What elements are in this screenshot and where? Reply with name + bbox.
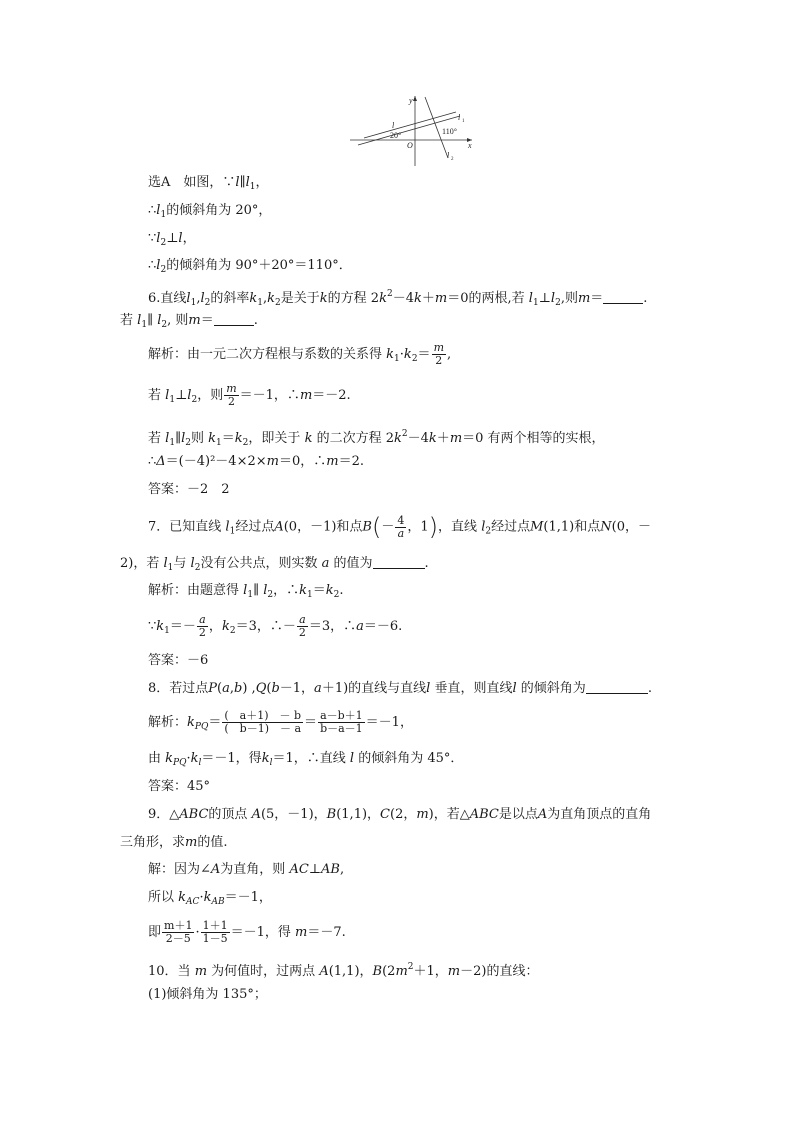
q8-line1: 8．若过点P(a,b) ,Q(b－1，a＋1)的直线与直线l 垂直，则直线l 的倾斜角为 . <box>148 681 652 696</box>
q6-solution3: 若 $l_1\parallel l_2$则 $k_1=k_2$，即关于 k 的二次方程 $2k^2-4k+m=0$ 有两个相等的实根， <box>148 429 605 448</box>
y-arrow <box>413 96 417 101</box>
q9-solution2: 所以 $k_{AC}\cdot k_{AB}=-1$， <box>148 890 272 907</box>
q7-line2: 2)，若 $l_1$与 $l_2$没有公共点，则实数 a 的值为 . <box>120 556 429 573</box>
axis-y-label: y <box>409 96 413 105</box>
svg-text:2: 2 <box>451 157 454 162</box>
q7-answer: 答案：－6 <box>148 653 209 668</box>
q9-line2: 三角形，求m的值. <box>120 835 228 850</box>
q5-line2: $\therefore l_1$的倾斜角为 20°， <box>148 203 272 220</box>
axis-x-label: x <box>468 141 472 150</box>
lines-figure <box>350 94 476 166</box>
q9-solution3: 即 $\frac{m+1}{2-5}$ · $\frac{1+1}{1-5}$ ＝－1，得 m＝－7. <box>148 919 346 945</box>
q10-sub1: (1)倾斜角为 135°； <box>148 987 267 1002</box>
q5-line3: $\because l_2\perp l$， <box>148 231 196 248</box>
q5-line4: $\therefore l_2$的倾斜角为 90°＋20°＝110°． <box>148 258 352 275</box>
q6-solution4: ∴Δ＝(－4)²－4×2×m＝0，∴m＝2. <box>148 454 364 469</box>
q8-solution1: 解析：$k_{PQ}=$ $\frac{( a+1) - b}{( b-1) - a}$ ＝ $\frac{a-b+1}{b-a-1}$ ＝－1， <box>148 709 413 735</box>
angle-110: 110° <box>442 127 457 136</box>
q7-line1: 7．已知直线 $l_1$经过点A(0，－1)和点B(－ $\frac{4}{a}$ ，1)，直线 $l_2$经过点M(1,1)和点N(0，－ <box>148 513 651 541</box>
angle-20: 20° <box>390 131 402 140</box>
q7-solution2: $\because k_1=-$ $\frac{a}{2}$ ，$k_2=3$，∴－ $\frac{a}{2}$ ＝3，∴a＝－6. <box>148 613 403 639</box>
q5-line1: 选A 如图，$\because l\parallel l_1$， <box>148 175 269 192</box>
label-l1: l <box>458 113 461 122</box>
q6-answer: 答案：－2 2 <box>148 482 230 497</box>
q9-solution1: 解：因为∠A为直角，则 AC⊥AB, <box>148 862 345 877</box>
q6-line2: 若 $l_1\parallel$ $l_2$, 则m＝ . <box>120 313 258 330</box>
label-l: l <box>392 121 395 130</box>
q6-line1: 6.直线$l_1,l_2$的斜率$k_1,k_2$是关于k的方程 $2k^2-4k+m=0$的两根,若 $l_1\perp l_2$,则m＝ . <box>148 289 648 308</box>
label-l2: l <box>447 151 450 160</box>
q7-solution1: 解析：由题意得 $l_1\parallel$ $l_2$，$\therefore k_1=k_2$. <box>148 583 344 600</box>
q10-line1: 10．当 m 为何值时，过两点 A(1,1)，$B(2m^2+1$，m－2)的直线： <box>148 962 539 979</box>
svg-text:1: 1 <box>462 119 465 124</box>
q6-solution2: 若 $l_1\perp l_2$，则 $\frac{m}{2}$ ＝－1，∴m＝－2. <box>148 382 351 408</box>
q6-solution1: 解析：由一元二次方程根与系数的关系得 $k_1\cdot k_2=$ $\frac{m}{2}$ , <box>148 341 452 367</box>
q8-answer: 答案：45° <box>148 779 211 794</box>
q9-line1: 9．△ABC的顶点 A(5，－1)，B(1,1)，C(2，m)，若△ABC是以点A为直角顶点的直角 <box>148 807 652 822</box>
origin-label: O <box>407 141 413 150</box>
q8-solution2: 由 $k_{PQ}\cdot k_l=-1$，得$k_l=1$，∴直线 l 的倾斜角为 45°． <box>148 751 464 768</box>
